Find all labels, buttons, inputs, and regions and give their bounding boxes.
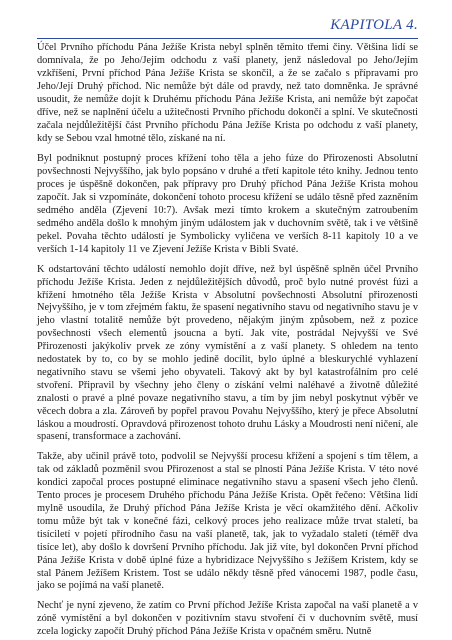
paragraph-4: Takže, aby učinil právě toto, podvolil se Nejvyšší procesu křížení a spojení s tím tělem, a tak od základů pozměnil svou Přirozenost a stal se plností Pána Ježíše Krista. V této nové kondici započal proces postupné eliminace negativního stavu a spasení všech jeho členů. Tento proces je procesem Druhého příchodu Pána Ježíše Krista. Opět řečeno: Většina lidí mylně usoudila, že Druhý příchod Pána Ježíše Krista je věcí okamžitého dění. Ačkoliv tomu může být tak v konečné fázi, celkový proces jeho realizace může trvat staletí, ba tisíciletí v pojetí přírodního času na vaší planetě, tak, jak to vyžadalo staletí (téměř dva tisíce let), aby došlo k dovršení Prvního příchodu. Jak již víte, byl dokončen První příchod Pána Ježíše Krista v době úplné fúze a hybridizace Nejvyššího s Ježíšem Kristem, kdy se stal Pánem Ježíšem Kristem. Tost se událo někdy těsně před vánocemi 1987, podle času, jako se pojímá na vaší planetě. (37, 451, 418, 592)
paragraph-5: Nechť je nyní zjeveno, že zatím co První příchod Ježíše Krista započal na vaší planetě a v zóně vymístění a byl dokončen v pozitivním stavu stvoření či v duchovním světě, musí zcela logicky započít Druhý příchod Pána Ježíše Krista v opačném směru. Nutně (37, 600, 418, 638)
paragraph-3: K odstartování těchto událostí nemohlo dojít dříve, než byl úspěšně splněn účel Prvního příchodu Ježíše Krista. Jeden z nejdůležitějších důvodů, proč bylo nutné provést fúzi a křížení hmotného těla Ježíše Krista v Absolutní povšechnosti Absolutní přirozenosti Nejvyššího, je v tom zřejmém faktu, že spasení negativního stavu od negativního stavu je v jeho vlastní totalitě nemůže být provedeno, nějakým jiným způsobem, než z pozice povšechnosti všech elementů jsoucna a bytí. Jak víte, postrádal Nejvyšší ve Své Přirozenosti jakýkoliv prvek ze zóny vymístění a z vaší planety. S ohledem na tento nedostatek by to, co by se mohlo jedině docílit, bylo úplné a bleskurychlé vyhlazení negativního stavu se všemi jeho obyvateli. Takový akt by byl katastrofálním pro celé stvoření. Připravil by všechny jeho členy o získání velmi naléhavé a životně důležité znalosti o pravé a plné povaze negativního stavu, a tím by jim nebyl poskytnut výběr ve věcech dobra a zla. Zároveň by popřel pravou Povahu Nejvyššího, který je přece Absolutní láskou a moudrostí. Opravdová přirozenost tohoto druhu Lásky a Moudrosti není ničení, ale spasení, transformace a zachování. (37, 263, 418, 443)
paragraph-2: Byl podniknut postupný proces křížení toho těla a jeho fúze do Přirozenosti Absolutní povšechnosti Nejvyššího, jak bylo popsáno v druhé a třetí kapitole této knihy. Jednou tento proces je úspěšně dokončen, pak přípravy pro Druhý příchod Pána Ježíše Krista mohou započít. Jak si vzpomínáte, dokončení tohoto procesu křížení se událo těsně před zazněním sedmého anděla (Zjevení 10:7). Avšak mezi tímto krokem a skutečným zatroubením sedmého anděla došlo k mnohým jiným událostem jak v duchovním světě, tak i ve většině pekel. Povaha těchto událostí je Symbolicky vyličena ve verších 8-11 kapitoly 10 a ve verších 1-14 kapitoly 11 ve Zjevení Ježíše Krista v Bibli Svaté. (37, 153, 418, 255)
chapter-title: KAPITOLA 4. (330, 17, 418, 33)
body-text (37, 42, 418, 639)
page-header (37, 18, 418, 38)
paragraph-1: Účel Prvního příchodu Pána Ježíše Krista nebyl splněn těmito třemi činy. Většina lidí se domnívala, že po Jeho/Jejím odchodu z vaší planety, jenž následoval po Jeho/Jejím vzkříšení, První příchod Pána Ježíše Krista se skončil, a že se začalo s přípravami pro Jeho/Její Druhý příchod. Nic nemůže být dále od pravdy, než tato domněnka. Je správné usoudit, že nemůže dojít k Druhému příchodu Pána Ježíše Krista, ani nemůže být započat dříve, než se naplnění účelu a užitečnosti Prvního příchodu dokončí a splní. Ve skutečnosti začala nejdůležitější část Prvního příchodu Pána Ježíše Krista po odchodu z vaší planety, kdy se Sebou vzal hmotné tělo, získané na ní. (37, 42, 418, 144)
header-rule (37, 38, 418, 39)
